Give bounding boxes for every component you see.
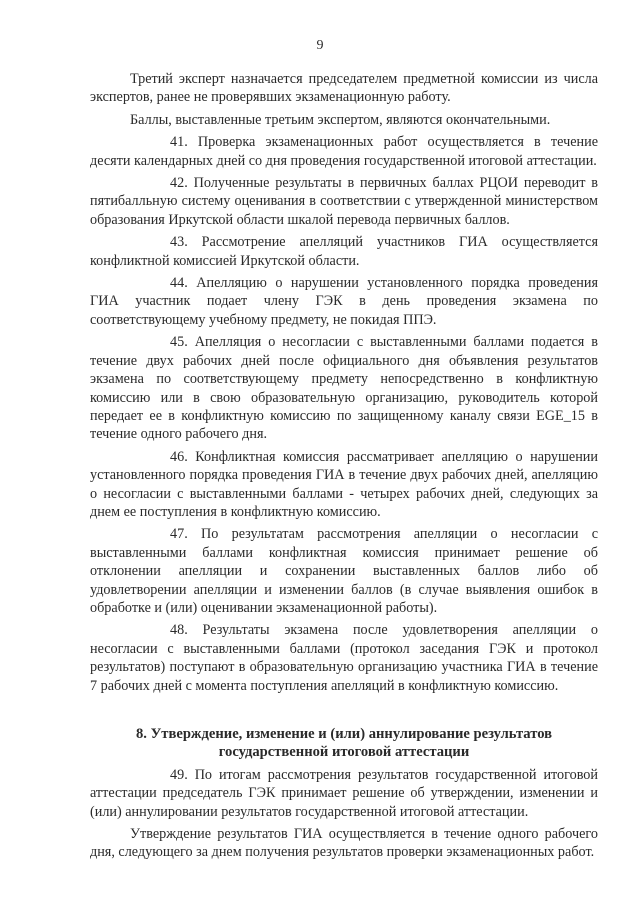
paragraph-text: Баллы, выставленные третьим экспертом, являются окончательными.: [130, 111, 551, 128]
paragraph: [90, 766, 598, 821]
paragraph-text: Проверка экзаменационных работ осуществляется в течение десяти календарных дней со дня проведения государственной итоговой аттестации.: [90, 134, 598, 169]
paragraph-text: Рассмотрение апелляций участников ГИА осуществляется конфликтной комиссией Иркутской области.: [90, 234, 598, 269]
paragraph-number: 42.: [170, 175, 188, 192]
paragraph-number: 48.: [170, 622, 188, 639]
paragraphs-after-section: [90, 766, 598, 862]
paragraph: [90, 825, 598, 862]
paragraph-number: 41.: [170, 134, 188, 151]
paragraph-text: По результатам рассмотрения апелляции о несогласии с выставленными баллами конфликтная комиссия принимает решение об отклонении апелляции и сохранении выставленных баллов либо об удовлетворении апелляции и изменении баллов (в случае выявления ошибок в обработке и (или) оценивании экзаменационной работы).: [90, 526, 598, 616]
paragraph-number: 43.: [170, 234, 188, 251]
paragraph-text: Полученные результаты в первичных баллах РЦОИ переводит в пятибалльную систему оценивания в соответствии с утвержденной министерством образования Иркутской области шкалой перевода первичных баллов.: [90, 175, 598, 228]
section-heading-line-1: 8. Утверждение, изменение и (или) аннулирование результатов: [135, 726, 553, 742]
paragraph-number: 46.: [170, 448, 188, 465]
page-number: 9: [316, 38, 324, 53]
paragraph-text: Третий эксперт назначается председателем предметной комиссии из числа экспертов, ранее не проверявших экзаменационную работу.: [90, 71, 598, 106]
paragraph: [90, 448, 598, 522]
paragraph: [90, 525, 598, 617]
paragraph-text: Конфликтная комиссия рассматривает апелляцию о нарушении установленного порядка проведения ГИА в течение двух рабочих дней, апелляцию о несогласии с выставленными баллами - четырех рабочих дней, следующих за днем ее поступления в конфликтную комиссию.: [90, 448, 598, 520]
paragraphs-before-section: [90, 70, 598, 695]
paragraph-text: По итогам рассмотрения результатов государственной итоговой аттестации председатель ГЭК принимает решение об утверждении, изменении и (или) аннулировании результатов государственной итоговой аттестации.: [90, 766, 598, 820]
paragraph: [90, 333, 598, 443]
paragraph-text: Апелляцию о нарушении установленного порядка проведения ГИА участник подает члену ГЭК в день проведения экзамена по соответствующему учебному предмету, не покидая ППЭ.: [90, 275, 599, 328]
paragraph-text: Утверждение результатов ГИА осуществляется в течение одного рабочего дня, следующего за днем получения результатов проверки экзаменационных работ.: [90, 826, 598, 861]
document-body: [90, 70, 598, 866]
paragraph: [90, 111, 598, 129]
paragraph: [90, 274, 598, 329]
paragraph-number: 44.: [170, 275, 188, 292]
paragraph: [90, 233, 598, 270]
paragraph-number: 49.: [170, 766, 188, 783]
paragraph: [90, 70, 598, 107]
paragraph: [90, 133, 598, 170]
paragraph: [90, 621, 598, 695]
section-heading-line-2: государственной итоговой аттестации: [218, 744, 470, 761]
paragraph-number: 47.: [170, 526, 188, 543]
paragraph-number: 45.: [170, 334, 188, 351]
paragraph-text: Апелляция о несогласии с выставленными баллами подается в течение двух рабочих дней после официального дня объявления результатов экзамена по соответствующему предмету непосредственно в конфликтную комиссию или в свою образовательную организацию, руководитель которой передает ее в конфликтную комиссию по защищенному каналу связи EGE_15 в течение одного рабочего дня.: [90, 334, 598, 443]
paragraph-text: Результаты экзамена после удовлетворения апелляции о несогласии с выставленными баллами (протокол заседания ГЭК и протокол результатов) поступают в образовательную организацию участника ГИА в течение 7 рабочих дней с момента поступления апелляций в конфликтную комиссию.: [90, 622, 598, 694]
section-heading: [90, 725, 598, 762]
paragraph: [90, 174, 598, 229]
